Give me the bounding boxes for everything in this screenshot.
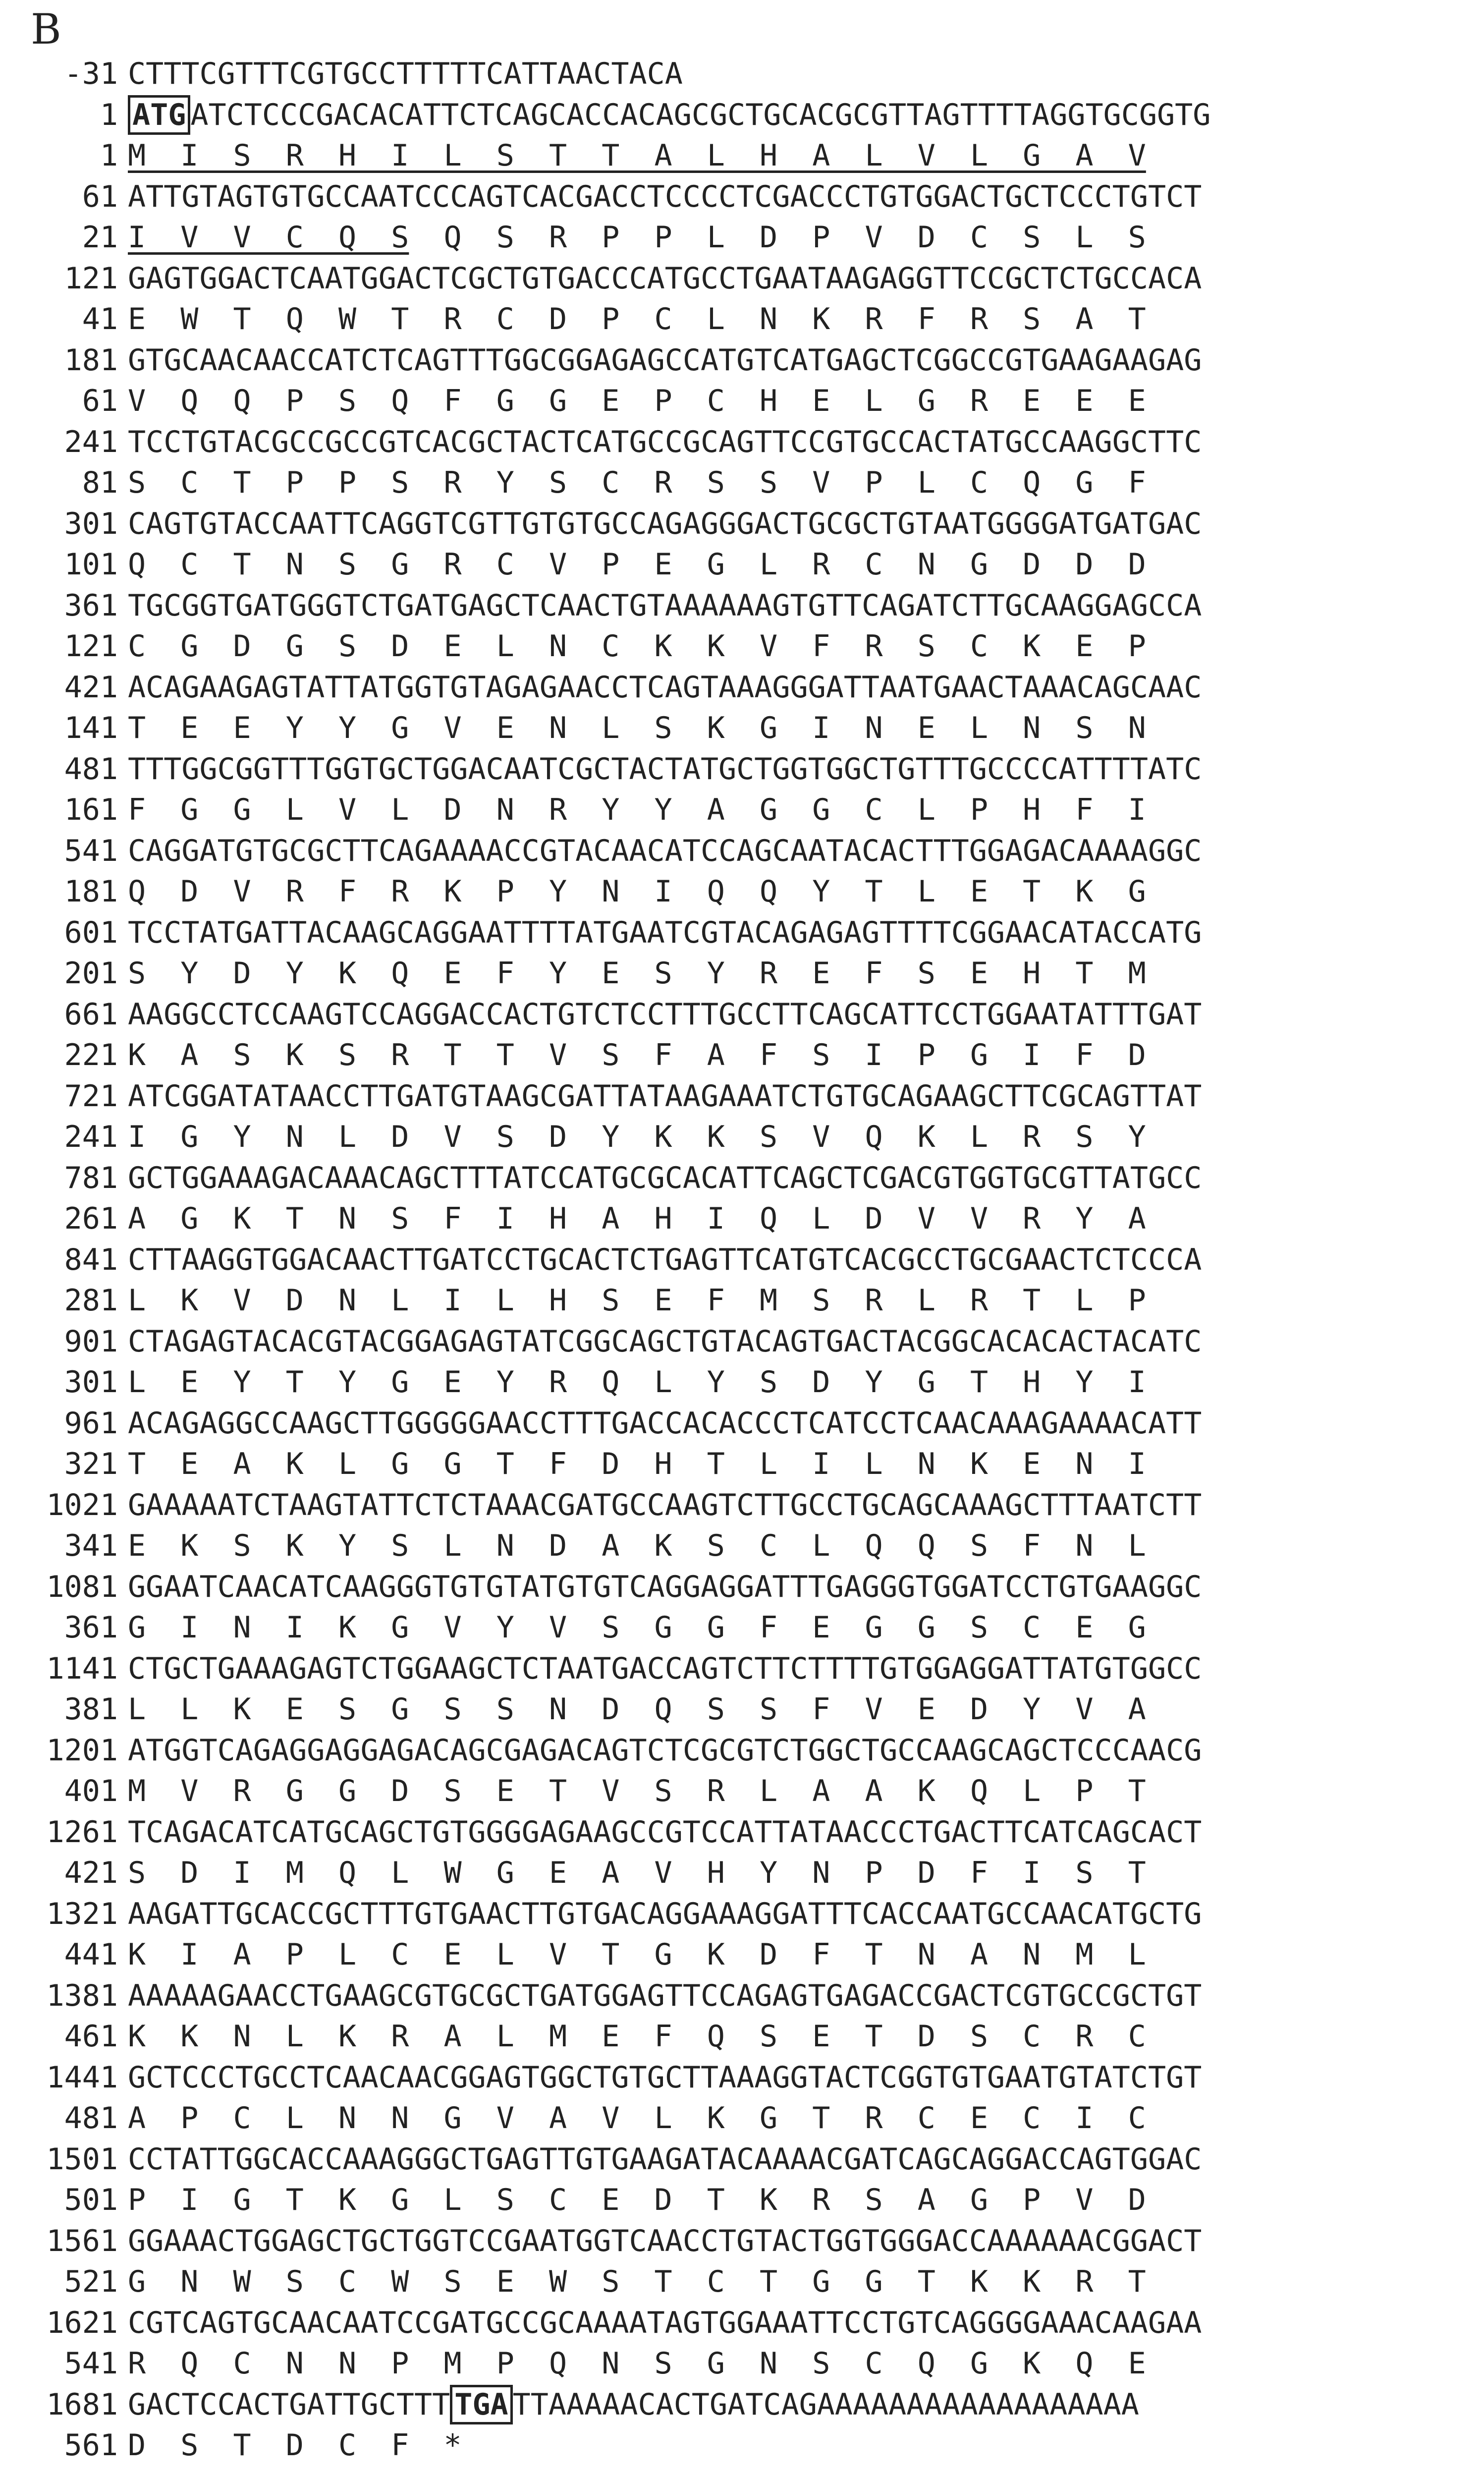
nucleotide-row [0,1159,1484,1197]
row-position-number: 101 [64,547,118,582]
amino-acid-sequence: F G G L V L D N R Y Y A G G C L P H F I [128,792,1146,827]
nucleotide-sequence: GGAAACTGGAGCTGCTGGTCCGAATGGTCAACCTGTACTGGTGGGACCAAAAAACGGACT [128,2223,1202,2258]
protein-row [0,545,1484,584]
nucleotide-row [0,96,1484,134]
protein-row [0,790,1484,829]
nucleotide-sequence: CAGGATGTGCGCTTCAGAAAACCGTACAACATCCAGCAATACACTTTGGAGACAAAAGGC [128,833,1202,868]
nucleotide-sequence: CTTAAGGTGGACAACTTGATCCTGCACTCTGAGTTCATGTCACGCCTGCGAACTCTCCCA [128,1242,1202,1277]
amino-acid-sequence: E W T Q W T R C D P C L N K R F R S A T [128,302,1146,337]
amino-acid-sequence: P I G T K G L S C E D T K R S A G P V D [128,2183,1146,2217]
nucleotide-sequence: TCCTATGATTACAAGCAGGAATTTTATGAATCGTACAGAGAGTTTTCGGAACATACCATG [128,915,1202,950]
nucleotide-row [0,259,1484,298]
nucleotide-row [0,505,1484,543]
amino-acid-sequence: L L K E S G S S N D Q S S F V E D Y V A [128,1692,1146,1727]
row-position-number: 661 [64,997,118,1032]
nucleotide-sequence: CTGCTGAAAGAGTCTGGAAGCTCTAATGACCAGTCTTCTTTTGTGGAGGATTATGTGGCC [128,1651,1202,1686]
row-position-number: 121 [64,261,118,296]
protein-row [0,463,1484,502]
nucleotide-sequence: ATG ATCTCCCGACACATTCTCAGCACCACAGCGCTGCACGCGTTAGTTTTAGGTGCGGTG [128,96,1210,134]
row-position-number: 1561 [46,2223,118,2258]
protein-row [0,1445,1484,1483]
row-position-number: 961 [64,1406,118,1441]
nucleotide-row [0,55,1484,93]
row-position-number: 601 [64,915,118,950]
row-position-number: 141 [64,711,118,745]
nucleotide-row [0,1568,1484,1606]
row-position-number: 281 [64,1283,118,1318]
nucleotide-row [0,1404,1484,1443]
row-position-number: 421 [64,670,118,705]
nucleotide-sequence: ATTGTAGTGTGCCAATCCCAGTCACGACCTCCCCTCGACCCTGTGGACTGCTCCCTGTCT [128,179,1202,214]
nucleotide-row [0,2058,1484,2097]
nucleotide-row [0,1731,1484,1770]
row-position-number: 121 [64,629,118,664]
row-position-number: 301 [64,506,118,541]
row-position-number: 321 [64,1447,118,1481]
nucleotide-sequence: CTAGAGTACACGTACGGAGAGTATCGGCAGCTGTACAGTGACTACGGCACACACTACATC [128,1324,1202,1359]
protein-row [0,2017,1484,2056]
amino-acid-sequence: C G D G S D E L N C K K V F R S C K E P [128,629,1146,664]
nucleotide-row [0,2222,1484,2260]
protein-row [0,1363,1484,1402]
row-position-number: 1321 [46,1896,118,1931]
amino-acid-sequence: K I A P L C E L V T G K D F T N A N M L [128,1937,1146,1972]
protein-row [0,872,1484,911]
row-position-number: 1 [100,97,118,132]
protein-row [0,1199,1484,1238]
row-position-number: 381 [64,1692,118,1727]
nucleotide-sequence: AAGGCCTCCAAGTCCAGGACCACTGTCTCCTTTGCCTTCAGCATTCCTGGAATATTTGAT [128,997,1202,1032]
row-position-number: 841 [64,1242,118,1277]
row-position-number: 501 [64,2183,118,2217]
amino-acid-sequence: Q C T N S G R C V P E G L R C N G D D D [128,547,1146,582]
amino-acid-sequence: L E Y T Y G E Y R Q L Y S D Y G T H Y I [128,1365,1146,1400]
nucleotide-row [0,2385,1484,2424]
amino-acid-sequence: Q D V R F R K P Y N I Q Q Y T L E T K G [128,874,1146,909]
nucleotide-row [0,2304,1484,2342]
nucleotide-sequence: GGAATCAACATCAAGGGTGTGTATGTGTCAGGAGGATTTGAGGGTGGATCCTGTGAAGGC [128,1569,1202,1604]
row-position-number: 361 [64,588,118,623]
nucleotide-sequence: ACAGAAGAGTATTATGGTGTAGAGAACCTCAGTAAAGGGATTAATGAACTAAACAGCAAC [128,670,1202,705]
nucleotide-sequence: GCTGGAAAGACAAACAGCTTTATCCATGCGCACATTCAGCTCGACGTGGTGCGTTATGCC [128,1160,1202,1195]
protein-row [0,1690,1484,1729]
protein-row [0,1036,1484,1074]
protein-row [0,954,1484,993]
signal-peptide-underline: I V V C Q S [128,220,409,255]
row-position-number: 1381 [46,1978,118,2013]
amino-acid-sequence: K K N L K R A L M E F Q S E T D S C R C [128,2019,1146,2054]
nucleotide-row [0,668,1484,707]
row-position-number: 1021 [46,1487,118,1522]
nucleotide-row [0,995,1484,1034]
nucleotide-row [0,1240,1484,1279]
amino-acid-sequence: G N W S C W S E W S T C T G G T K K R T [128,2264,1146,2299]
row-position-number: 301 [64,1365,118,1400]
nucleotide-row [0,423,1484,461]
row-position-number: 1081 [46,1569,118,1604]
row-position-number: 401 [64,1774,118,1808]
row-position-number: 421 [64,1856,118,1890]
amino-acid-sequence: A G K T N S F I H A H I Q L D V V R Y A [128,1201,1146,1236]
nucleotide-row [0,1322,1484,1361]
protein-row [0,2181,1484,2219]
amino-acid-sequence: S D I M Q L W G E A V H Y N P D F I S T [128,1856,1146,1890]
nucleotide-sequence: GAAAAATCTAAGTATTCTCTAAACGATGCCAAGTCTTGCCTGCAGCAAAGCTTTAATCTT [128,1487,1202,1522]
stop-codon-box: TGA [450,2385,512,2424]
nucleotide-sequence: CAGTGTACCAATTCAGGTCGTTGTGTGCCAGAGGGACTGCGCTGTAATGGGGATGATGAC [128,506,1202,541]
protein-row [0,627,1484,666]
row-position-number: 181 [64,874,118,909]
amino-acid-sequence: R Q C N N P M P Q N S G N S C Q G K Q E [128,2346,1146,2381]
row-position-number: 461 [64,2019,118,2054]
protein-row [0,1854,1484,1892]
protein-row [0,1118,1484,1156]
row-position-number: 361 [64,1610,118,1645]
row-position-number: 261 [64,1201,118,1236]
nucleotide-row [0,1895,1484,1933]
panel-label: B [31,5,61,54]
nucleotide-sequence: GACTCCACTGATTGCTTT TGA TTAAAAACACTGATCAGAAAAAAAAAAAAAAAAAA [128,2385,1139,2424]
nucleotide-row [0,1077,1484,1116]
nucleotide-sequence: TCCTGTACGCCGCCGTCACGCTACTCATGCCGCAGTTCCGTGCCACTATGCCAAGGCTTC [128,424,1202,459]
nucleotide-row [0,832,1484,870]
row-position-number: 161 [64,792,118,827]
row-position-number: 1621 [46,2305,118,2340]
row-position-number: 1201 [46,1733,118,1768]
amino-acid-sequence: D S T D C F * [128,2428,462,2463]
amino-acid-sequence: E K S K Y S L N D A K S C L Q Q S F N L [128,1528,1146,1563]
row-position-number: 221 [64,1038,118,1072]
amino-acid-sequence: V Q Q P S Q F G G E P C H E L G R E E E [128,384,1146,418]
protein-row [0,136,1484,175]
amino-acid-sequence: K A S K S R T T V S F A F S I P G I F D [128,1038,1146,1072]
amino-acid-sequence: S C T P P S R Y S C R S S V P L C Q G F [128,465,1146,500]
nucleotide-sequence: CGTCAGTGCAACAATCCGATGCCGCAAAATAGTGGAAATTCCTGTCAGGGGAAACAAGAA [128,2305,1202,2340]
row-position-number: 241 [64,1120,118,1154]
row-position-number: 341 [64,1528,118,1563]
protein-row [0,1526,1484,1565]
row-position-number: 41 [82,302,118,337]
amino-acid-sequence: T E E Y Y G V E N L S K G I N E L N S N [128,711,1146,745]
protein-row [0,300,1484,338]
protein-row [0,2426,1484,2465]
amino-acid-sequence: G I N I K G V Y V S G G F E G G S C E G [128,1610,1146,1645]
nucleotide-row [0,750,1484,788]
row-position-number: 201 [64,956,118,991]
nucleotide-sequence: GAGTGGACTCAATGGACTCGCTGTGACCCATGCCTGAATAAGAGGTTCCGCTCTGCCACA [128,261,1202,296]
nucleotide-row [0,177,1484,216]
row-position-number: 1 [100,138,118,173]
amino-acid-sequence: T E A K L G G T F D H T L I L N K E N I [128,1447,1146,1481]
row-position-number: 1681 [46,2387,118,2422]
amino-acid-sequence: I G Y N L D V S D Y K K S V Q K L R S Y [128,1120,1146,1154]
row-position-number: 1441 [46,2060,118,2095]
amino-acid-sequence [128,136,1146,175]
signal-peptide-underline: M I S R H I L S T T A L H A L V L G A V [128,138,1146,173]
nucleotide-row [0,341,1484,380]
amino-acid-sequence: M V R G G D S E T V S R L A A K Q L P T [128,1774,1146,1808]
nucleotide-sequence: AAGATTGCACCGCTTTGTGAACTTGTGACAGGAAAGGATTTCACCAATGCCAACATGCTG [128,1896,1202,1931]
nucleotide-row [0,2140,1484,2179]
nucleotide-row [0,1813,1484,1852]
amino-acid-sequence: S Y D Y K Q E F Y E S Y R E F S E H T M [128,956,1146,991]
protein-row [0,2344,1484,2383]
protein-row [0,709,1484,747]
nucleotide-sequence: TTTGGCGGTTTGGTGCTGGACAATCGCTACTATGCTGGTGGCTGTTTGCCCCATTTTATC [128,751,1202,787]
nucleotide-sequence: GCTCCCTGCCTCAACAACGGAGTGGCTGTGCTTAAAGGTACTCGGTGTGAATGTATCTGT [128,2060,1202,2095]
row-position-number: 541 [64,833,118,868]
nucleotide-sequence: GTGCAACAACCATCTCAGTTTGGCGGAGAGCCATGTCATGAGCTCGGCCGTGAAGAAGAG [128,342,1202,378]
protein-row [0,218,1484,257]
nucleotide-sequence: AAAAAGAACCTGAAGCGTGCGCTGATGGAGTTCCAGAGTGAGACCGACTCGTGCCGCTGT [128,1978,1202,2013]
row-position-number: 481 [64,751,118,787]
nucleotide-sequence: TCAGACATCATGCAGCTGTGGGGAGAAGCCGTCCATTATAACCCTGACTTCATCAGCACT [128,1814,1202,1850]
row-position-number: 61 [82,179,118,214]
protein-row [0,1281,1484,1320]
nucleotide-row [0,586,1484,625]
amino-acid-sequence: L K V D N L I L H S E F M S R L R T L P [128,1283,1146,1318]
protein-row [0,1772,1484,1810]
nucleotide-sequence: CCTATTGGCACCAAAGGGCTGAGTTGTGAAGATACAAAACGATCAGCAGGACCAGTGGAC [128,2141,1202,2177]
row-position-number: 561 [64,2428,118,2463]
row-position-number: -31 [64,56,118,91]
row-position-number: 541 [64,2346,118,2381]
nucleotide-sequence: TGCGGTGATGGGTCTGATGAGCTCAACTGTAAAAAAGTGTTCAGATCTTGCAAGGAGCCA [128,588,1202,623]
nucleotide-sequence: ATGGTCAGAGGAGGAGACAGCGAGACAGTCTCGCGTCTGGCTGCCAAGCAGCTCCCAACG [128,1733,1202,1768]
row-position-number: 241 [64,424,118,459]
protein-row [0,382,1484,420]
nucleotide-row [0,1486,1484,1524]
protein-row [0,2262,1484,2301]
row-position-number: 1261 [46,1814,118,1850]
row-position-number: 521 [64,2264,118,2299]
start-codon-box: ATG [128,95,190,135]
nucleotide-sequence: ACAGAGGCCAAGCTTGGGGGAACCTTTGACCACACCCTCATCCTCAACAAAGAAAACATT [128,1406,1202,1441]
amino-acid-sequence: I V V C Q S Q S R P P L D P V D C S L S [128,220,1146,255]
nucleotide-sequence: CTTTCGTTTCGTGCCTTTTTCATTAACTACA [128,56,683,91]
row-position-number: 721 [64,1078,118,1114]
row-position-number: 901 [64,1324,118,1359]
row-position-number: 81 [82,465,118,500]
amino-acid-sequence: A P C L N N G V A V L K G T R C E C I C [128,2101,1146,2136]
row-position-number: 1501 [46,2141,118,2177]
row-position-number: 781 [64,1160,118,1195]
nucleotide-row [0,1649,1484,1688]
row-position-number: 481 [64,2101,118,2136]
row-position-number: 181 [64,342,118,378]
row-position-number: 61 [82,384,118,418]
row-position-number: 1141 [46,1651,118,1686]
nucleotide-row [0,1976,1484,2015]
nucleotide-sequence: ATCGGATATAACCTTGATGTAAGCGATTATAAGAAATCTGTGCAGAAGCTTCGCAGTTAT [128,1078,1202,1114]
protein-row [0,2099,1484,2138]
row-position-number: 441 [64,1937,118,1972]
row-position-number: 21 [82,220,118,255]
protein-row [0,1935,1484,1974]
protein-row [0,1608,1484,1647]
nucleotide-row [0,913,1484,952]
